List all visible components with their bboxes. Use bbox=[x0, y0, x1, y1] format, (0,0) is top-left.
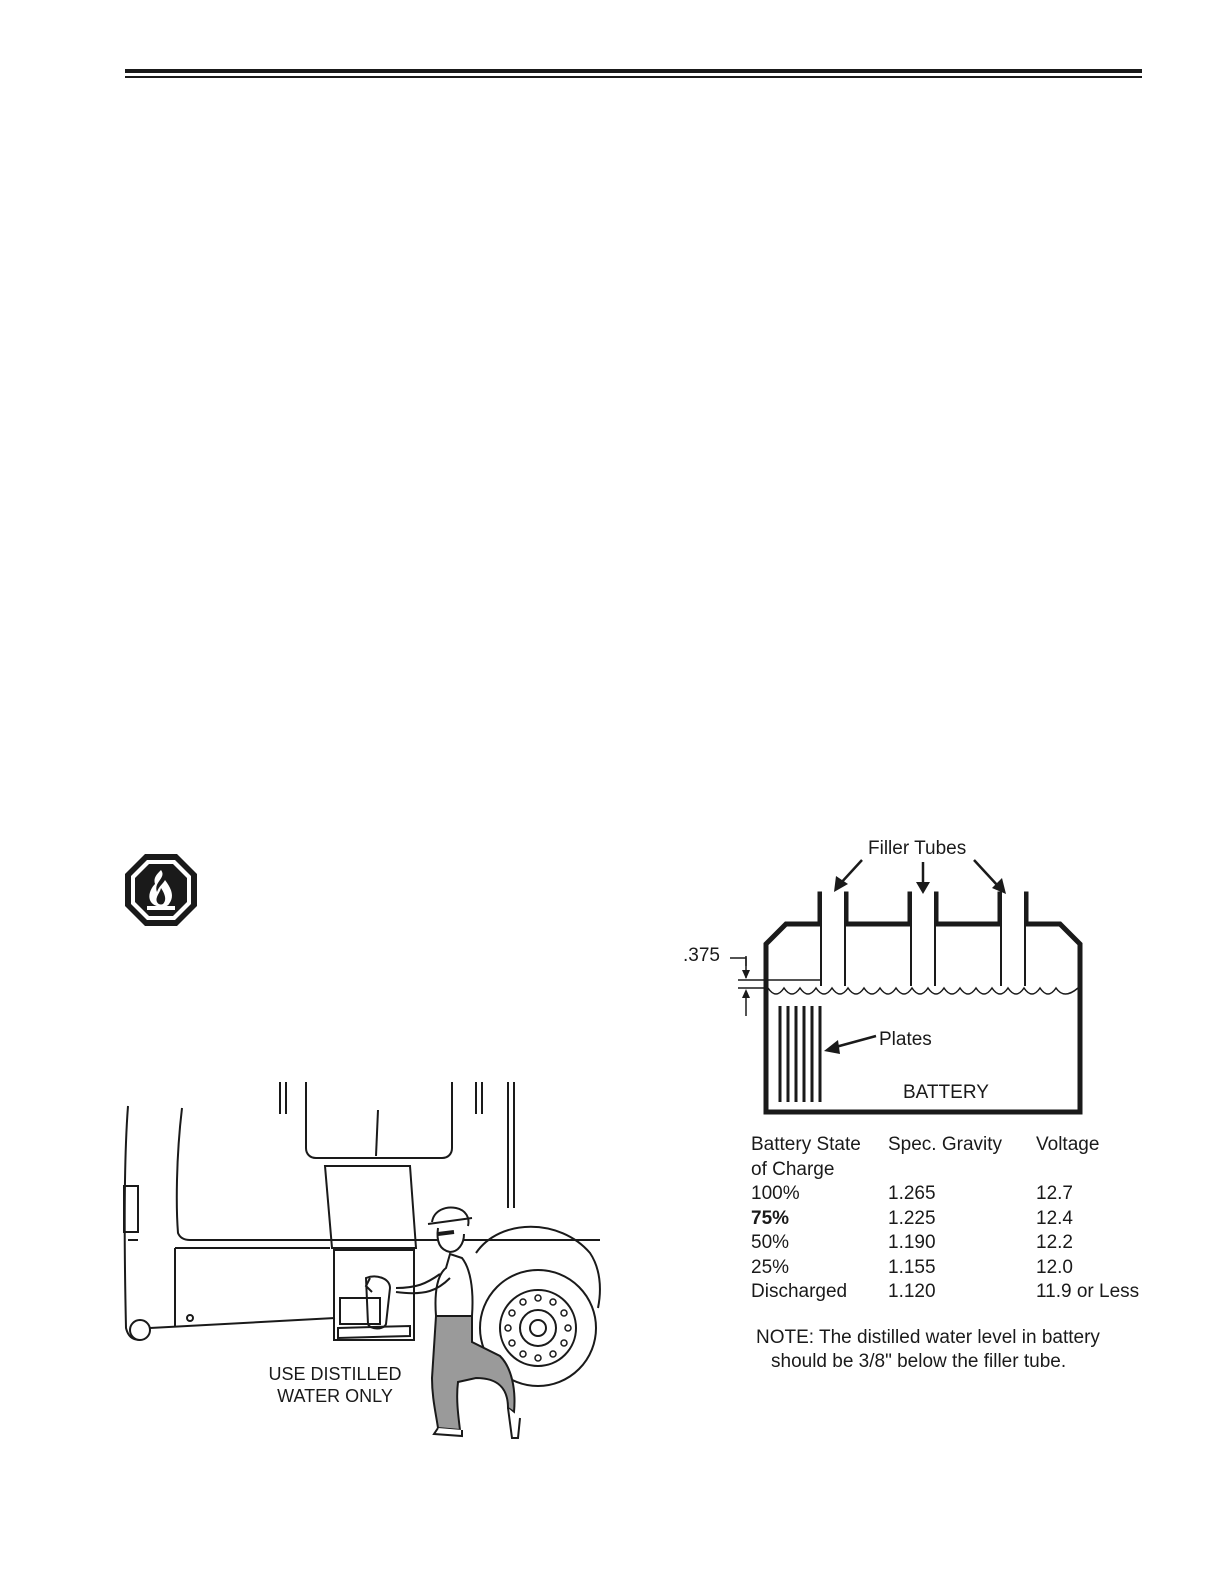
header-state-line2: of Charge bbox=[751, 1158, 835, 1180]
table-header-row-2 bbox=[751, 1159, 1156, 1184]
cell-voltage: 12.2 bbox=[1036, 1232, 1073, 1253]
fire-hazard-icon bbox=[123, 852, 199, 928]
battery-label: BATTERY bbox=[903, 1082, 989, 1103]
header-voltage: Voltage bbox=[1036, 1134, 1100, 1155]
cell-state: 50% bbox=[751, 1232, 790, 1253]
cell-gravity: 1.155 bbox=[888, 1256, 936, 1278]
cell-gravity: 1.120 bbox=[888, 1281, 936, 1302]
cell-voltage: 11.9 or Less bbox=[1036, 1281, 1140, 1302]
table-row bbox=[751, 1183, 1156, 1208]
cell-voltage: 12.4 bbox=[1036, 1207, 1073, 1229]
battery-charge-table bbox=[751, 1134, 1156, 1306]
distilled-water-note bbox=[756, 1326, 1100, 1374]
header-gravity: Spec. Gravity bbox=[888, 1134, 1003, 1155]
note-line2: should be 3/8" below the filler tube. bbox=[771, 1351, 1067, 1372]
table-row bbox=[751, 1281, 1156, 1306]
header-rule-thin bbox=[125, 76, 1142, 78]
header-rule-thick bbox=[125, 69, 1142, 73]
note-prefix: NOTE: bbox=[756, 1327, 815, 1348]
note-line1: The distilled water level in battery bbox=[819, 1327, 1100, 1348]
header-state: Battery State bbox=[751, 1134, 861, 1155]
table-row bbox=[751, 1208, 1156, 1233]
cell-state: 75% bbox=[751, 1207, 790, 1229]
cell-state: 25% bbox=[751, 1256, 790, 1278]
rv-caption bbox=[245, 1363, 425, 1407]
table-header-row bbox=[751, 1134, 1156, 1159]
cell-gravity: 1.190 bbox=[888, 1232, 936, 1253]
filler-tubes-label: Filler Tubes bbox=[868, 838, 967, 859]
cell-voltage: 12.0 bbox=[1036, 1256, 1073, 1278]
rv-caption-line2: WATER ONLY bbox=[277, 1386, 393, 1406]
cell-state: Discharged bbox=[751, 1281, 848, 1302]
cell-gravity: 1.265 bbox=[888, 1183, 936, 1204]
table-row bbox=[751, 1257, 1156, 1282]
rv-caption-line1: USE DISTILLED bbox=[268, 1364, 402, 1384]
cell-state: 100% bbox=[751, 1183, 800, 1204]
plates-label: Plates bbox=[879, 1029, 932, 1050]
cell-gravity: 1.225 bbox=[888, 1207, 936, 1229]
water-level-dimension-label: .375 bbox=[683, 945, 720, 966]
cell-voltage: 12.7 bbox=[1036, 1183, 1073, 1204]
table-row bbox=[751, 1232, 1156, 1257]
